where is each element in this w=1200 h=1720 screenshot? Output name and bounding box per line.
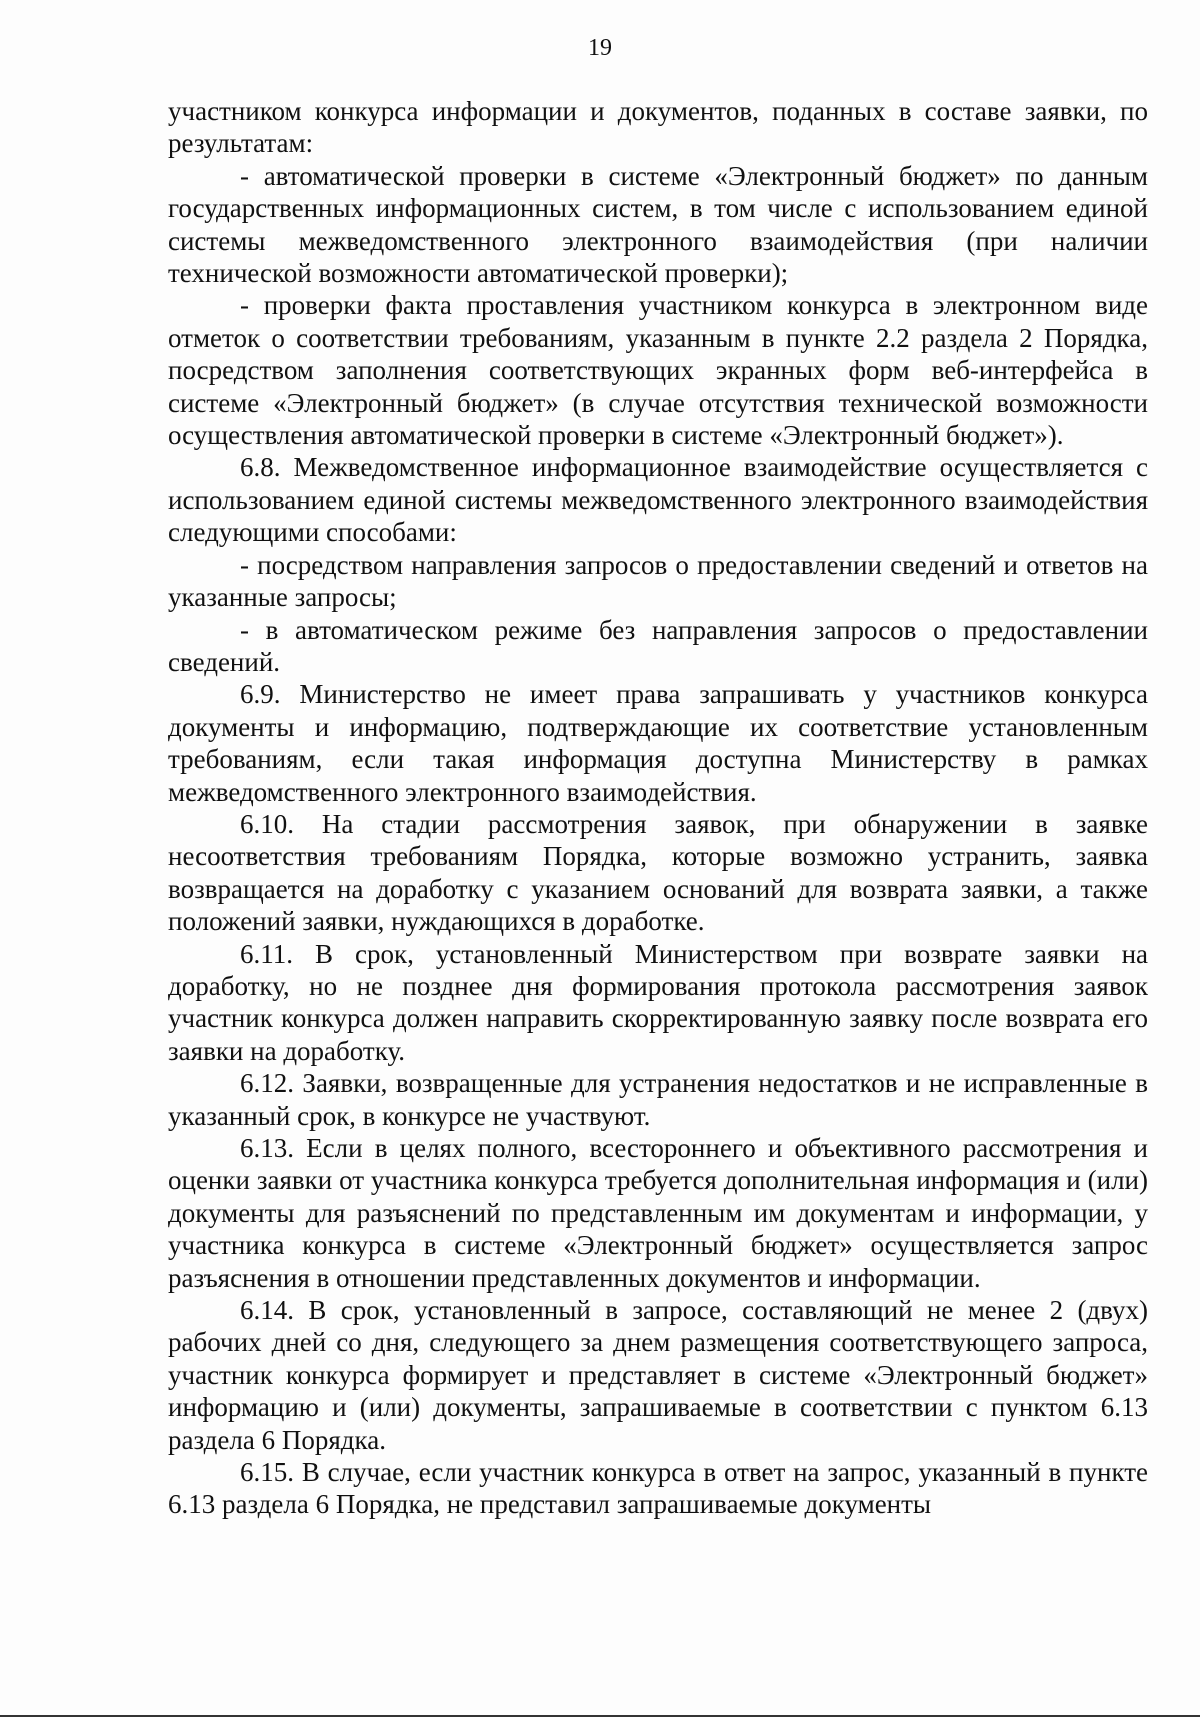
- list-item-manual-check: - проверки факта проставления участником конкурса в электронном виде отметок о соответствии требованиям, указанным в пункте 2.2 раздела 2 Порядка, посредством заполнения соответствующих экранных форм веб-интерфейса в системе «Электронный бюджет» (в случае отсутствия технической возможности осуществления автоматической проверки в системе «Электронный бюджет»).: [168, 290, 1148, 451]
- scan-bottom-edge: [0, 1715, 1200, 1717]
- clause-6-14: 6.14. В срок, установленный в запросе, составляющий не менее 2 (двух) рабочих дней со дня, следующего за днем размещения соответствующего запроса, участник конкурса формирует и представляет в системе «Электронный бюджет» информацию и (или) документы, запрашиваемые в соответствии с пунктом 6.13 раздела 6 Порядка.: [168, 1295, 1148, 1455]
- clause-6-8: 6.8. Межведомственное информационное взаимодействие осуществляется с использованием единой системы межведомственного электронного взаимодействия следующими способами:: [168, 452, 1148, 548]
- document-body: [168, 95, 1148, 1521]
- list-item-requests: - посредством направления запросов о предоставлении сведений и ответов на указанные запросы;: [168, 549, 1148, 613]
- clause-6-10: 6.10. На стадии рассмотрения заявок, при обнаружении в заявке несоответствия требованиям Порядка, которые возможно устранить, заявка возвращается на доработку с указанием оснований для возврата заявки, а также положений заявки, нуждающихся в доработке.: [168, 808, 1148, 937]
- list-item-automatic-check: - автоматической проверки в системе «Электронный бюджет» по данным государственных информационных систем, в том числе с использованием единой системы межведомственного электронного взаимодействия (при наличии технической возможности автоматической проверки);: [168, 160, 1148, 289]
- page-number: 19: [588, 35, 612, 61]
- list-item-automatic-mode: - в автоматическом режиме без направления запросов о предоставлении сведений.: [168, 614, 1148, 677]
- clause-6-11: 6.11. В срок, установленный Министерством при возврате заявки на доработку, но не позднее дня формирования протокола рассмотрения заявок участник конкурса должен направить скорректированную заявку после возврата его заявки на доработку.: [168, 938, 1148, 1066]
- clause-6-9: 6.9. Министерство не имеет права запрашивать у участников конкурса документы и информацию, подтверждающие их соответствие установленным требованиям, если такая информация доступна Министерству в рамках межведомственного электронного взаимодействия.: [168, 679, 1148, 807]
- clause-6-13: 6.13. Если в целях полного, всестороннего и объективного рассмотрения и оценки заявки от участника конкурса требуется дополнительная информация и (или) документы для разъяснений по представленным им документам и информации, у участника конкурса в системе «Электронный бюджет» осуществляется запрос разъяснения в отношении представленных документов и информации.: [168, 1133, 1148, 1293]
- paragraph-continuation: участником конкурса информации и документов, поданных в составе заявки, по результатам:: [168, 96, 1148, 159]
- clause-6-12: 6.12. Заявки, возвращенные для устранения недостатков и не исправленные в указанный срок, в конкурсе не участвуют.: [168, 1068, 1148, 1131]
- clause-6-15: 6.15. В случае, если участник конкурса в ответ на запрос, указанный в пункте 6.13 раздела 6 Порядка, не представил запрашиваемые документы: [168, 1457, 1148, 1520]
